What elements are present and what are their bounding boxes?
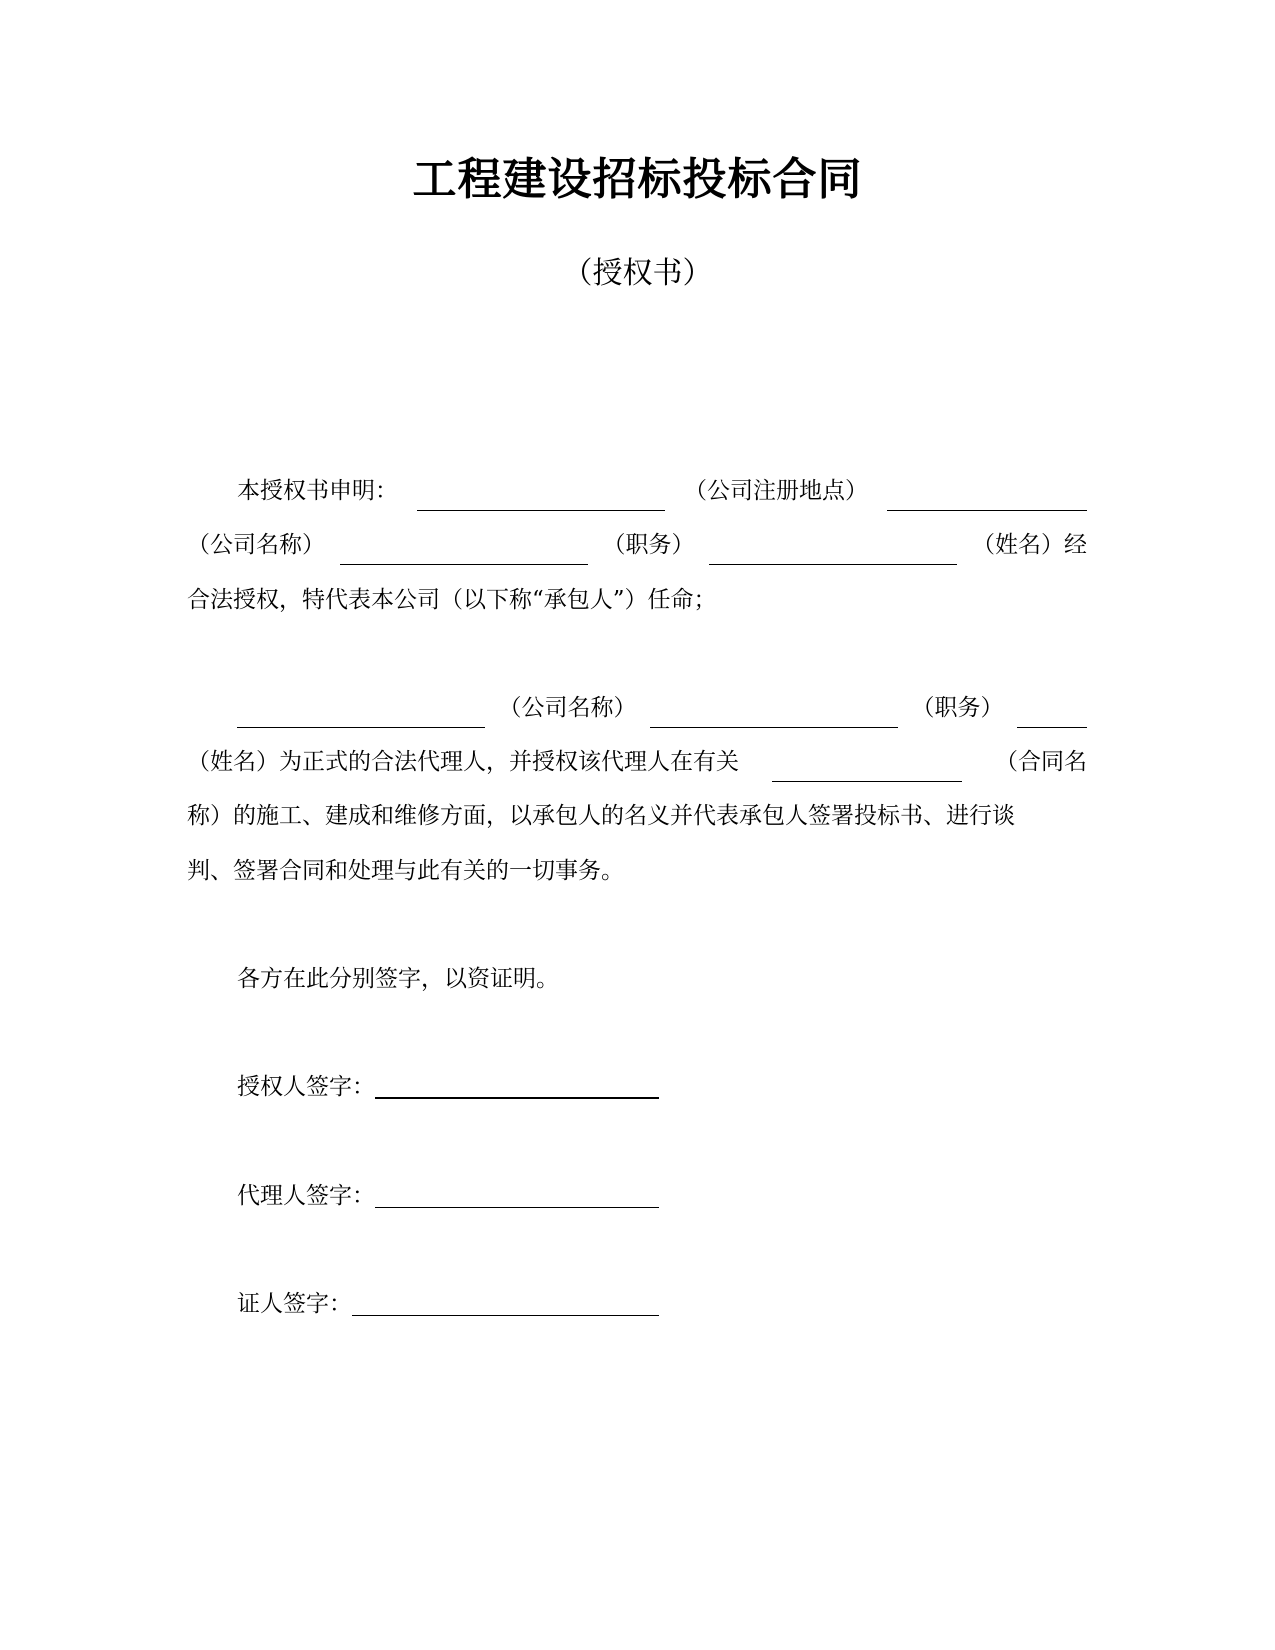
agent-position-label: （职务） <box>911 695 1004 721</box>
contract-name-label: （合同名 <box>995 749 1087 775</box>
agent-appointment-text: （姓名）为正式的合法代理人，并授权该代理人在有关 <box>187 749 739 775</box>
document-title: 工程建设招标投标合同 <box>412 154 863 205</box>
para2-line3: 称）的施工、建成和维修方面，以承包人的名义并代表承包人签署投标书、进行谈 <box>187 803 1015 829</box>
agent-signature-label: 代理人签字： <box>237 1183 375 1209</box>
agent-name-field[interactable] <box>1017 726 1087 728</box>
registered-location-field[interactable] <box>417 509 665 511</box>
agent-company-name-label: （公司名称） <box>498 695 637 721</box>
name-field[interactable] <box>709 563 957 565</box>
agent-position-field[interactable] <box>650 726 898 728</box>
para2-line1 <box>237 688 1087 728</box>
witness-statement: 各方在此分别签字，以资证明。 <box>237 966 559 992</box>
para2-line2 <box>187 742 1087 782</box>
authorizer-signature-field[interactable] <box>375 1096 659 1099</box>
authorizer-signature-label: 授权人签字： <box>237 1074 375 1100</box>
declaration-label: 本授权书申明： <box>237 478 398 504</box>
witness-signature-field[interactable] <box>352 1314 659 1316</box>
company-name-label: （公司名称） <box>187 532 325 558</box>
witness-signature-label: 证人签字： <box>237 1291 352 1317</box>
witness-signature-row <box>237 1284 1087 1324</box>
para1-line2 <box>187 525 1087 565</box>
para1-line3: 合法授权，特代表本公司（以下称“承包人”）任命； <box>187 587 717 613</box>
para2-line4: 判、签署合同和处理与此有关的一切事务。 <box>187 858 624 884</box>
name-label: （姓名）经 <box>972 532 1087 558</box>
position-label: （职务） <box>602 532 695 558</box>
contract-name-field[interactable] <box>772 780 962 782</box>
position-field[interactable] <box>340 563 588 565</box>
authorizer-signature-row <box>237 1067 1087 1107</box>
registered-location-label: （公司注册地点） <box>684 478 868 504</box>
company-name-field[interactable] <box>887 509 1087 511</box>
para1-line1 <box>237 471 1087 511</box>
agent-company-name-field[interactable] <box>237 726 485 728</box>
agent-signature-row <box>237 1176 1087 1216</box>
document-subtitle: （授权书） <box>562 256 713 291</box>
agent-signature-field[interactable] <box>375 1206 659 1208</box>
